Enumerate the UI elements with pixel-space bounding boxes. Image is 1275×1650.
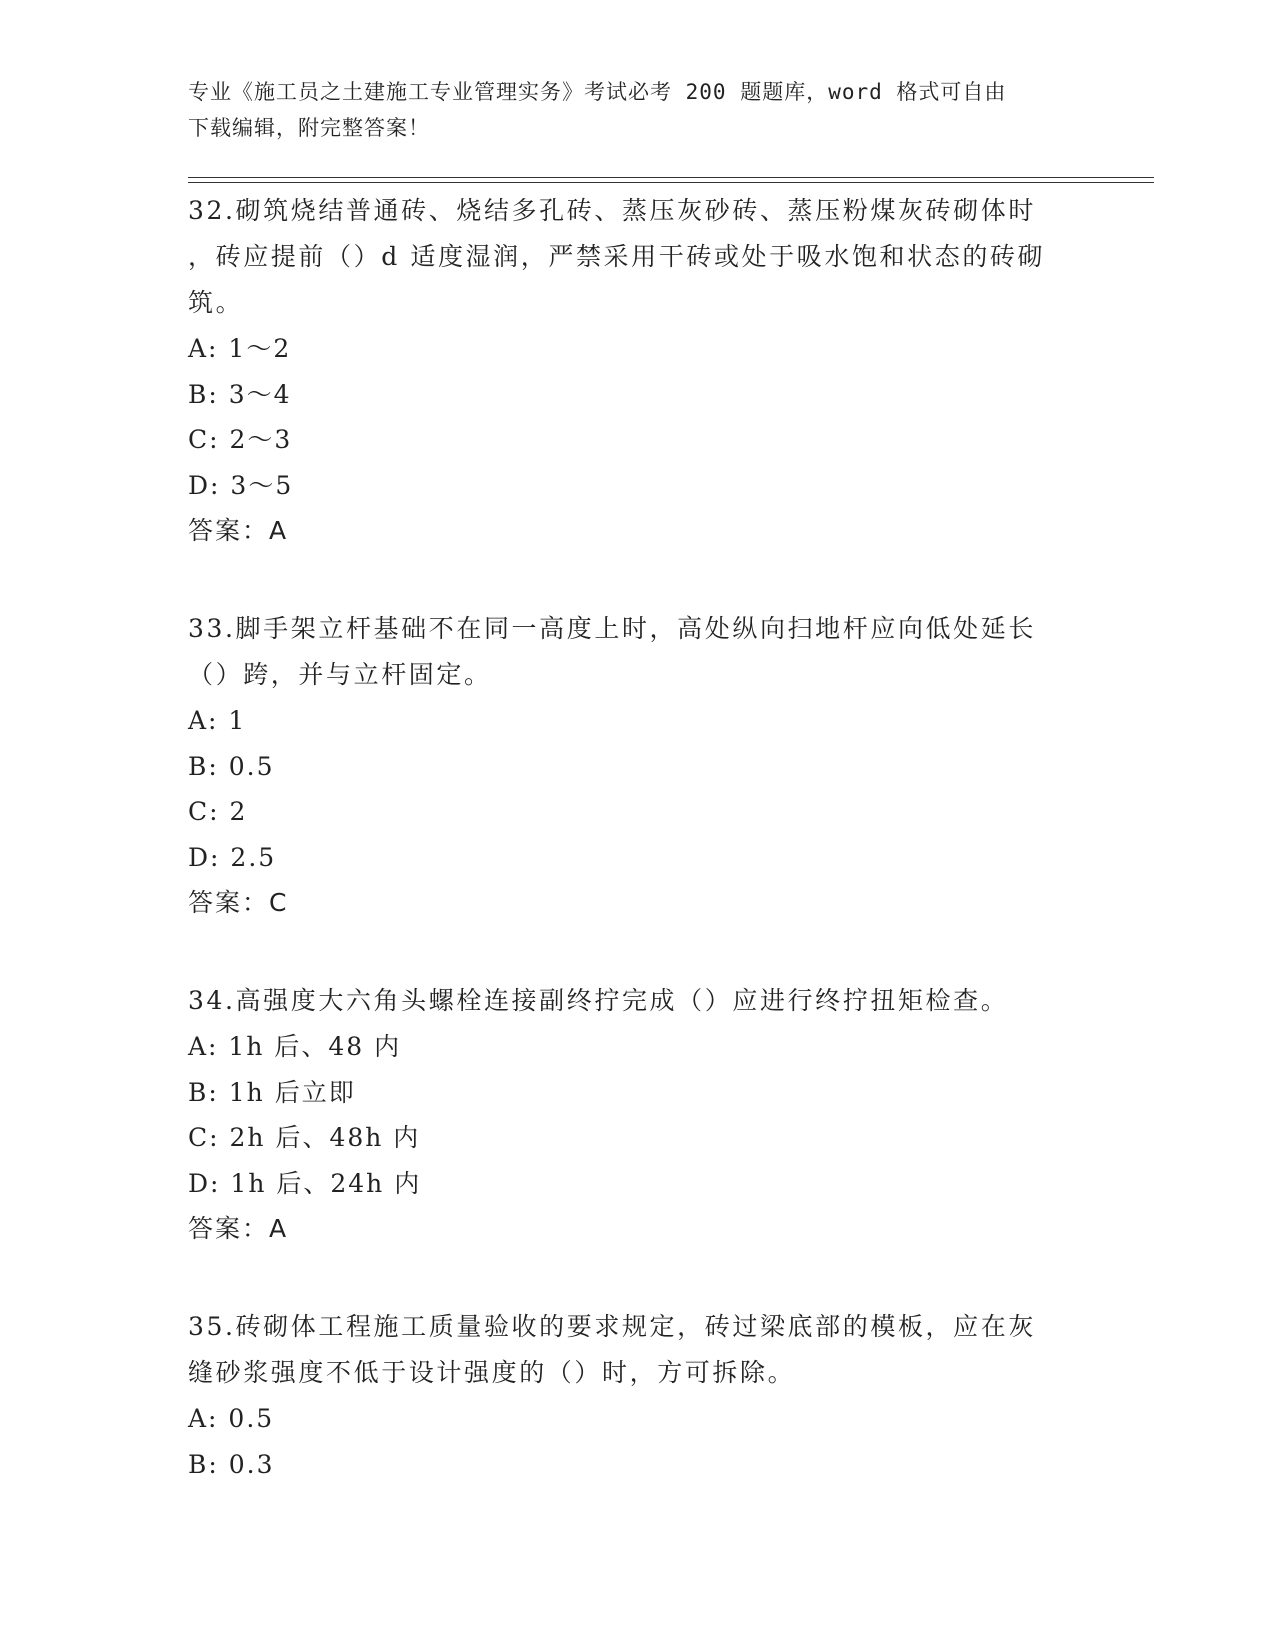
option-b: B: 0.5 — [188, 751, 275, 781]
option-c: C: 2 — [188, 797, 248, 826]
option-a: A: 1 — [188, 706, 247, 735]
question-text: 缝砂浆强度不低于设计强度的（）时，方可拆除。 — [188, 1358, 796, 1387]
option-b: B: 0.3 — [188, 1449, 275, 1479]
document-header — [188, 74, 1068, 146]
question-text: （）跨，并与立杆固定。 — [188, 660, 492, 689]
answer: 答案：C — [188, 888, 289, 917]
option-c: C: 2～3 — [188, 425, 293, 454]
option-b: B: 1h 后立即 — [188, 1077, 356, 1107]
question-text: 34.高强度大六角头螺栓连接副终拧完成（）应进行终拧扭矩检查。 — [188, 986, 1009, 1015]
question-35 — [188, 1304, 1088, 1487]
header-divider-top — [188, 177, 1154, 178]
option-d: D: 2.5 — [188, 842, 277, 872]
option-a: A: 1～2 — [188, 334, 292, 363]
question-text: 35.砖砌体工程施工质量验收的要求规定，砖过梁底部的模板，应在灰 — [188, 1312, 1036, 1341]
option-a: A: 0.5 — [188, 1404, 275, 1433]
question-text: 筑。 — [188, 288, 244, 317]
header-line-2: 下载编辑，附完整答案！ — [188, 116, 430, 140]
question-list — [188, 188, 1088, 1539]
question-text: 32.砌筑烧结普通砖、烧结多孔砖、蒸压灰砂砖、蒸压粉煤灰砖砌体时 — [188, 196, 1036, 225]
option-d: D: 1h 后、24h 内 — [188, 1168, 422, 1198]
header-divider-bottom — [188, 182, 1154, 183]
question-text: 33.脚手架立杆基础不在同一高度上时，高处纵向扫地杆应向低处延长 — [188, 614, 1036, 643]
question-34 — [188, 978, 1088, 1252]
question-text: ，砖应提前（）d 适度湿润，严禁采用干砖或处于吸水饱和状态的砖砌 — [188, 242, 1046, 271]
answer: 答案：A — [188, 516, 289, 545]
option-b: B: 3～4 — [188, 379, 292, 409]
answer: 答案：A — [188, 1214, 289, 1243]
option-c: C: 2h 后、48h 内 — [188, 1123, 421, 1152]
question-32 — [188, 188, 1088, 554]
option-a: A: 1h 后、48 内 — [188, 1032, 402, 1061]
option-d: D: 3～5 — [188, 470, 294, 500]
question-33 — [188, 606, 1088, 926]
header-line-1: 专业《施工员之土建施工专业管理实务》考试必考 200 题题库，word 格式可自由 — [188, 80, 1007, 104]
